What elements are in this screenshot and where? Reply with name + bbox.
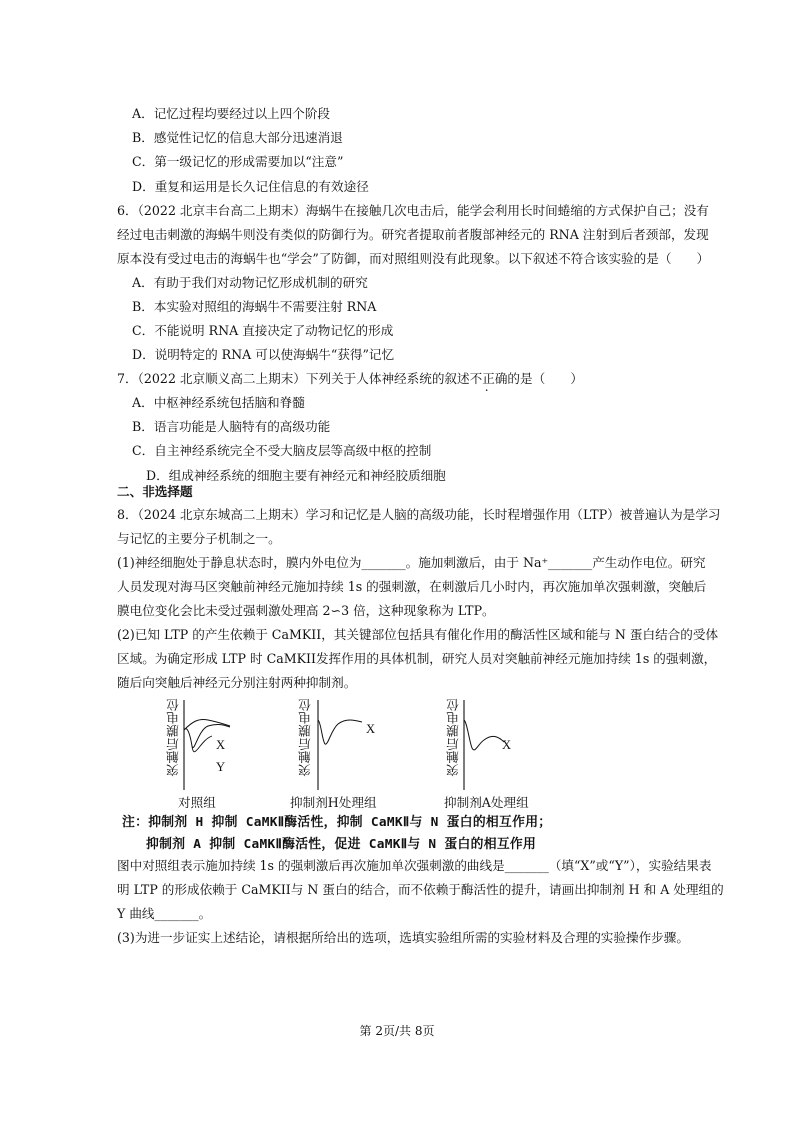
graph-control-svg — [182, 700, 242, 790]
q8-after-figure-line-3: Y 曲线_______。 — [117, 906, 212, 921]
q7-option-a: A．中枢神经系统包括脑和脊髓 — [132, 395, 305, 410]
q8-part3-line: (3)为进一步证实上述结论，请根据所给出的选项，选填实验组所需的实验材料及合理的实验操作步骤。 — [117, 930, 689, 945]
q6-option-b: B．本实验对照组的海蜗牛不需要注射 RNA — [132, 299, 377, 314]
q8-after-figure-line-1: 图中对照组表示施加持续 1s 的强刺激后再次施加单次强刺激的曲线是_______（填“X”或“Y”），实验结果表 — [117, 858, 712, 873]
q8-part1-line-1: (1)神经细胞处于静息状态时，膜内外电位为_______。施加刺激后，由于 Na⁺_______产生动作电位。研究 — [117, 555, 706, 570]
q8-after-figure-line-2: 明 LTP 的形成依赖于 CaMKII与 N 蛋白的结合，而不依赖于酶活性的提升，请画出抑制剂 H 和 A 处理组的 — [117, 882, 724, 897]
graph-control-label-y: Y — [216, 760, 226, 774]
q6-option-d: D．说明特定的 RNA 可以使海蜗牛“获得”记忆 — [132, 347, 395, 362]
graph-inhibitor-a-svg — [462, 700, 522, 790]
graph-inhibitor-a — [462, 700, 522, 794]
q7-option-d: D．组成神经系统的细胞主要有神经元和神经胶质细胞 — [146, 468, 446, 483]
graph-control — [182, 700, 242, 794]
q7-stem-emphasis: 不正确 — [469, 371, 508, 386]
graph-h-label-x: X — [366, 722, 376, 736]
q5-option-b: B．感觉性记忆的信息大部分迅速消退 — [132, 130, 343, 145]
q6-option-c: C．不能说明 RNA 直接决定了动物记忆的形成 — [132, 323, 394, 338]
q8-intro-line-1: 8．（2024 北京东城高二上期末）学习和记忆是人脑的高级功能，长时程增强作用（LTP）被普遍认为是学习 — [117, 507, 721, 522]
q7-stem-post: 的是（ ） — [507, 371, 583, 386]
graph-1-ylabel: 突触后膜电位 — [166, 698, 181, 777]
q7-stem — [117, 371, 583, 387]
graph-control-label-x: X — [216, 738, 226, 752]
figure-note-line-1: 注：抑制剂 H 抑制 CaMKⅡ酶活性，抑制 CaMKⅡ与 N 蛋白的相互作用； — [122, 815, 552, 830]
q7-option-b: B．语言功能是人脑特有的高级功能 — [132, 419, 331, 434]
q6-stem-line-1: 6．（2022 北京丰台高二上期末）海蜗牛在接触几次电击后，能学会利用长时间蜷缩的方式保护自己；没有 — [117, 203, 709, 218]
graph-inhibitor-h — [316, 700, 376, 794]
q6-stem-line-2: 经过电击刺激的海蜗牛则没有类似的防御行为。研究者提取前者腹部神经元的 RNA 注射到后者颈部，发现 — [117, 227, 709, 242]
caption-inhibitor-h: 抑制剂H处理组 — [290, 795, 377, 810]
q8-intro-line-2: 与记忆的主要分子机制之一。 — [117, 531, 281, 546]
q5-option-a: A．记忆过程均要经过以上四个阶段 — [132, 106, 331, 121]
q7-stem-pre: 7．（2022 北京顺义高二上期末）下列关于人体神经系统的叙述 — [117, 371, 470, 386]
q5-option-d: D．重复和运用是长久记住信息的有效途径 — [132, 179, 369, 194]
q8-part2-line-1: (2)已知 LTP 的产生依赖于 CaMKII，其关键部位包括具有催化作用的酶活性区域和能与 N 蛋白结合的受体 — [117, 627, 719, 642]
q7-option-c: C．自主神经系统完全不受大脑皮层等高级中枢的控制 — [132, 443, 432, 458]
q8-part1-line-2: 人员发现对海马区突触前神经元施加持续 1s 的强刺激，在刺激后几小时内，再次施加单次强刺激，突触后 — [117, 579, 707, 594]
q6-option-a: A．有助于我们对动物记忆形成机制的研究 — [132, 275, 368, 290]
caption-inhibitor-a: 抑制剂A处理组 — [444, 795, 529, 810]
q5-option-c: C．第一级记忆的形成需要加以“注意” — [132, 154, 344, 169]
graph-3-ylabel: 突触后膜电位 — [446, 698, 461, 777]
graph-inhibitor-h-svg — [316, 700, 376, 790]
q8-part2-line-3: 随后向突触后神经元分别注射两种抑制剂。 — [117, 675, 357, 690]
q8-part2-line-2: 区域。为确定形成 LTP 时 CaMKII发挥作用的具体机制，研究人员对突触前神经元施加持续 1s 的强刺激， — [117, 651, 717, 666]
figure-note-line-2: 抑制剂 A 抑制 CaMKⅡ酶活性，促进 CaMKⅡ与 N 蛋白的相互作用 — [146, 837, 537, 852]
graph-a-label-x: X — [502, 738, 512, 752]
caption-control: 对照组 — [178, 795, 216, 810]
graph-2-ylabel: 突触后膜电位 — [298, 698, 313, 777]
q6-stem-line-3: 原本没有受过电击的海蜗牛也“学会”了防御，而对照组则没有此现象。以下叙述不符合该实验的是（ ） — [117, 251, 710, 266]
q8-part1-line-3: 膜电位变化会比未受过强刺激处理高 2∽3 倍，这种现象称为 LTP。 — [117, 603, 495, 618]
page-footer: 第 2页/共 8页 — [359, 1024, 435, 1038]
section-heading: 二、非选择题 — [117, 484, 193, 499]
